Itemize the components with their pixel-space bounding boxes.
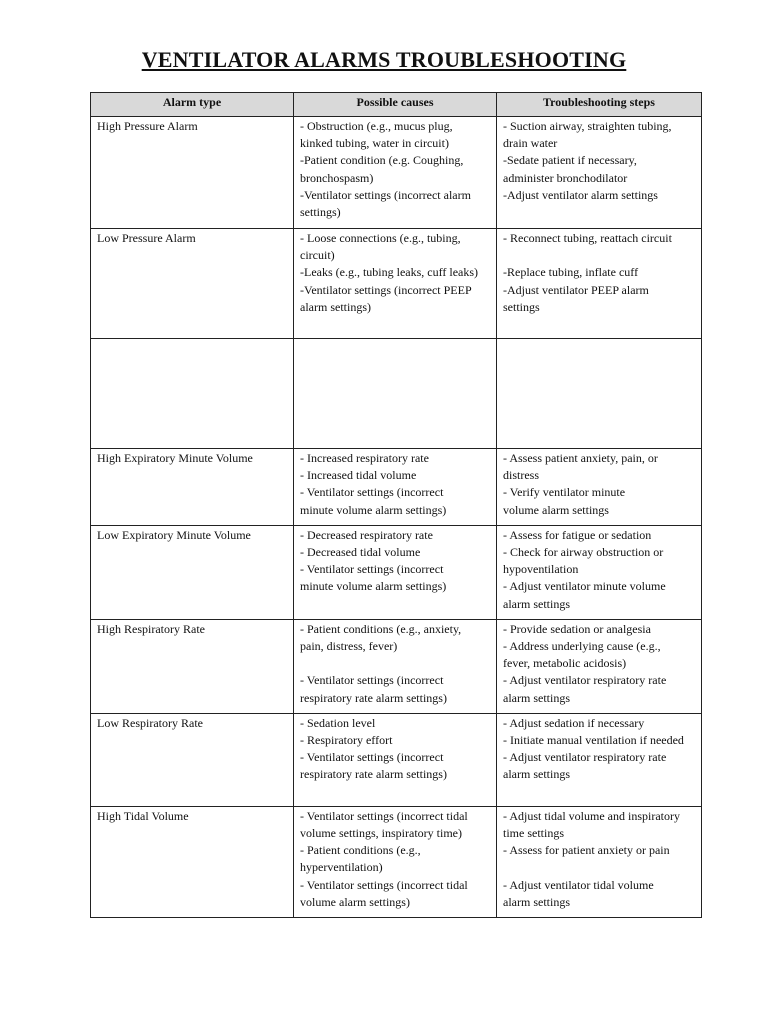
table-row (91, 339, 702, 449)
alarm-type-cell (91, 806, 294, 917)
step-line: -Sedate patient if necessary, (503, 153, 637, 168)
cause-line: - Ventilator settings (incorrect tidal (300, 808, 468, 823)
table-row (91, 117, 702, 229)
cause-line: - Respiratory effort (300, 733, 393, 748)
step-line: - Address underlying cause (e.g., (503, 639, 661, 654)
cause-line: alarm settings) (300, 299, 371, 314)
cause-line: -Ventilator settings (incorrect alarm (300, 187, 471, 202)
header-troubleshooting-steps: Troubleshooting steps (497, 93, 702, 117)
step-line: - Assess for fatigue or sedation (503, 527, 652, 542)
cause-line: - Sedation level (300, 715, 376, 730)
cause-line: - Increased tidal volume (300, 468, 417, 483)
alarm-type-cell (91, 339, 294, 449)
alarm-type-text: Low Expiratory Minute Volume (97, 527, 251, 542)
table-row (91, 229, 702, 339)
alarm-type-text: Low Pressure Alarm (97, 231, 196, 245)
alarm-type-cell (91, 713, 294, 806)
cause-line: -Ventilator settings (incorrect PEEP (300, 282, 472, 297)
step-line: - Assess patient anxiety, pain, or (503, 451, 658, 465)
cause-line: - Decreased respiratory rate (300, 527, 433, 542)
troubleshooting-steps-cell (497, 525, 702, 619)
step-line: -Adjust ventilator alarm settings (503, 187, 658, 202)
step-line: -Adjust ventilator PEEP alarm (503, 282, 649, 297)
cause-line: circuit) (300, 248, 335, 263)
possible-causes-cell (294, 339, 497, 449)
step-line: - Adjust ventilator tidal volume (503, 877, 654, 892)
step-line: volume alarm settings (503, 502, 609, 517)
cause-line: settings) (300, 205, 341, 220)
step-line: - Adjust tidal volume and inspiratory (503, 808, 680, 823)
step-line: time settings (503, 826, 564, 841)
step-line: drain water (503, 136, 558, 151)
step-line: -Replace tubing, inflate cuff (503, 265, 639, 280)
step-line: distress (503, 468, 539, 483)
cause-line: - Increased respiratory rate (300, 451, 429, 465)
cause-line: - Loose connections (e.g., tubing, (300, 231, 461, 245)
possible-causes-cell (294, 229, 497, 339)
alarm-type-cell (91, 525, 294, 619)
table-row (91, 806, 702, 917)
table-row (91, 525, 702, 619)
table-header (91, 93, 702, 117)
cause-line: - Ventilator settings (incorrect tidal (300, 877, 468, 892)
step-line: - Check for airway obstruction or (503, 545, 664, 560)
table-row (91, 449, 702, 526)
alarm-type-cell (91, 229, 294, 339)
alarms-table (90, 92, 702, 918)
table-body (91, 117, 702, 918)
step-line: alarm settings (503, 894, 570, 909)
cause-line: respiratory rate alarm settings) (300, 767, 447, 782)
cause-line: - Ventilator settings (incorrect (300, 562, 444, 577)
step-line: alarm settings (503, 767, 570, 782)
table-row (91, 619, 702, 713)
step-line: hypoventilation (503, 562, 579, 577)
troubleshooting-steps-cell (497, 229, 702, 339)
cause-line: kinked tubing, water in circuit) (300, 136, 449, 151)
cause-line: - Obstruction (e.g., mucus plug, (300, 119, 453, 133)
step-line: - Suction airway, straighten tubing, (503, 119, 672, 133)
step-line: alarm settings (503, 596, 570, 611)
alarm-type-text: High Tidal Volume (97, 808, 189, 823)
step-line: - Adjust sedation if necessary (503, 715, 645, 730)
possible-causes-cell (294, 525, 497, 619)
document-title: VENTILATOR ALARMS TROUBLESHOOTING (141, 47, 627, 72)
alarm-type-text: High Pressure Alarm (97, 119, 198, 133)
step-line: - Adjust ventilator minute volume (503, 579, 666, 594)
possible-causes-cell (294, 449, 497, 526)
step-line: - Provide sedation or analgesia (503, 621, 651, 636)
alarm-type-cell (91, 619, 294, 713)
cause-line: - Patient conditions (e.g., (300, 843, 421, 858)
possible-causes-cell (294, 117, 497, 229)
troubleshooting-steps-cell (497, 449, 702, 526)
step-line: - Verify ventilator minute (503, 485, 626, 500)
cause-line: volume alarm settings) (300, 894, 410, 909)
step-line: - Assess for patient anxiety or pain (503, 843, 670, 858)
cause-line: volume settings, inspiratory time) (300, 826, 462, 841)
step-line: - Adjust ventilator respiratory rate (503, 673, 667, 688)
alarm-type-text: Low Respiratory Rate (97, 715, 203, 730)
cause-line: hyperventilation) (300, 860, 383, 875)
cause-line: bronchospasm) (300, 170, 374, 185)
troubleshooting-steps-cell (497, 806, 702, 917)
step-line: - Initiate manual ventilation if needed (503, 733, 684, 748)
cause-line: minute volume alarm settings) (300, 502, 447, 517)
cause-line: - Patient conditions (e.g., anxiety, (300, 621, 462, 636)
cause-line: minute volume alarm settings) (300, 579, 447, 594)
alarm-type-text: High Respiratory Rate (97, 621, 205, 636)
step-line: alarm settings (503, 690, 570, 705)
step-line: - Reconnect tubing, reattach circuit (503, 231, 672, 245)
blank-line (503, 859, 695, 876)
cause-line: - Ventilator settings (incorrect (300, 750, 444, 765)
cause-line: pain, distress, fever) (300, 639, 398, 654)
cause-line: - Decreased tidal volume (300, 545, 421, 560)
possible-causes-cell (294, 713, 497, 806)
troubleshooting-steps-cell (497, 713, 702, 806)
troubleshooting-steps-cell (497, 619, 702, 713)
header-alarm-type: Alarm type (91, 93, 294, 117)
cause-line: -Patient condition (e.g. Coughing, (300, 153, 464, 168)
blank-line (300, 655, 490, 672)
possible-causes-cell (294, 619, 497, 713)
troubleshooting-steps-cell (497, 117, 702, 229)
blank-line (503, 247, 695, 264)
header-row (91, 93, 702, 117)
step-line: settings (503, 299, 540, 314)
step-line: - Adjust ventilator respiratory rate (503, 750, 667, 765)
alarm-type-text: High Expiratory Minute Volume (97, 451, 253, 465)
step-line: fever, metabolic acidosis) (503, 656, 627, 671)
cause-line: - Ventilator settings (incorrect (300, 485, 444, 500)
possible-causes-cell (294, 806, 497, 917)
alarm-type-cell (91, 117, 294, 229)
cause-line: -Leaks (e.g., tubing leaks, cuff leaks) (300, 265, 479, 280)
table-row (91, 713, 702, 806)
cause-line: - Ventilator settings (incorrect (300, 673, 444, 688)
alarm-type-cell (91, 449, 294, 526)
step-line: administer bronchodilator (503, 170, 628, 185)
cause-line: respiratory rate alarm settings) (300, 690, 447, 705)
header-possible-causes: Possible causes (294, 93, 497, 117)
troubleshooting-steps-cell (497, 339, 702, 449)
